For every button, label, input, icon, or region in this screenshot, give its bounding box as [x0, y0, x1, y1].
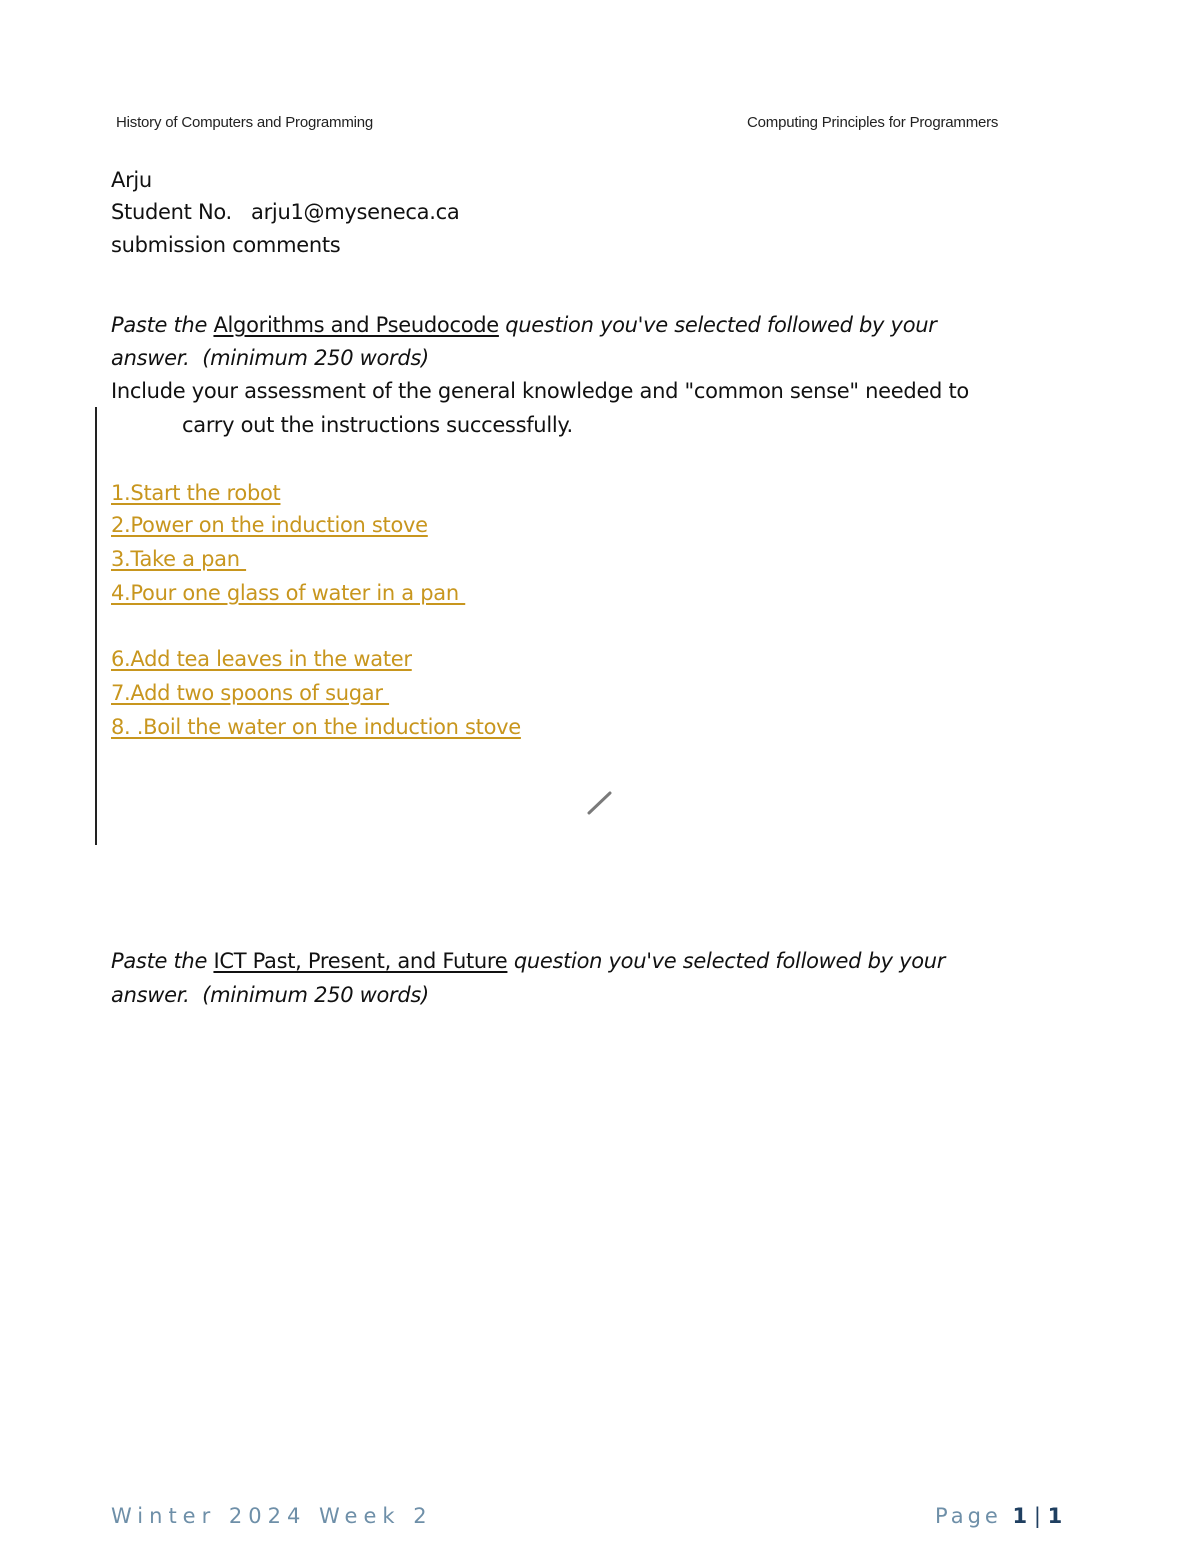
- question2-suffix: question you've selected followed by your: [507, 949, 946, 973]
- student-number-line: Student No. arju1@myseneca.ca: [111, 200, 460, 224]
- question1-instruction-line2: carry out the instructions successfully.: [182, 413, 573, 437]
- footer-term: Winter 2024 Week 2: [111, 1504, 433, 1528]
- pencil-stroke-icon: [586, 790, 614, 816]
- step-item: 4.Pour one glass of water in a pan: [111, 581, 466, 605]
- footer-page-separator: |: [1027, 1504, 1048, 1528]
- header-left-title: History of Computers and Programming: [116, 114, 374, 131]
- step-item: 8. .Boil the water on the induction stove: [111, 715, 521, 739]
- step-item: 6.Add tea leaves in the water: [111, 647, 412, 671]
- change-bar: [95, 407, 97, 845]
- question1-prefix: Paste the: [111, 313, 214, 337]
- question2-prompt: [111, 951, 945, 972]
- question1-suffix: question you've selected followed by your: [498, 313, 937, 337]
- step-item: 1.Start the robot: [111, 481, 281, 505]
- step-item: 3.Take a pan: [111, 547, 247, 571]
- question1-prompt: [111, 315, 937, 336]
- student-name: Arju: [111, 168, 152, 192]
- header-right-title: Computing Principles for Programmers: [747, 114, 999, 131]
- step-item: 7.Add two spoons of sugar: [111, 681, 390, 705]
- footer-page-label: Page: [935, 1504, 1013, 1528]
- footer-page-number: [935, 1504, 1062, 1528]
- step-item: 2.Power on the induction stove: [111, 513, 428, 537]
- footer-page-total: 1: [1047, 1504, 1063, 1528]
- question1-line2: answer. (minimum 250 words): [111, 346, 429, 370]
- question2-prefix: Paste the: [111, 949, 214, 973]
- submission-comments: submission comments: [111, 233, 341, 257]
- question1-instruction-line1: Include your assessment of the general knowledge and "common sense" needed to: [111, 379, 969, 403]
- question2-topic: ICT Past, Present, and Future: [213, 949, 508, 973]
- footer-page-current: 1: [1012, 1504, 1028, 1528]
- question1-topic: Algorithms and Pseudocode: [213, 313, 499, 337]
- question2-line2: answer. (minimum 250 words): [111, 983, 429, 1007]
